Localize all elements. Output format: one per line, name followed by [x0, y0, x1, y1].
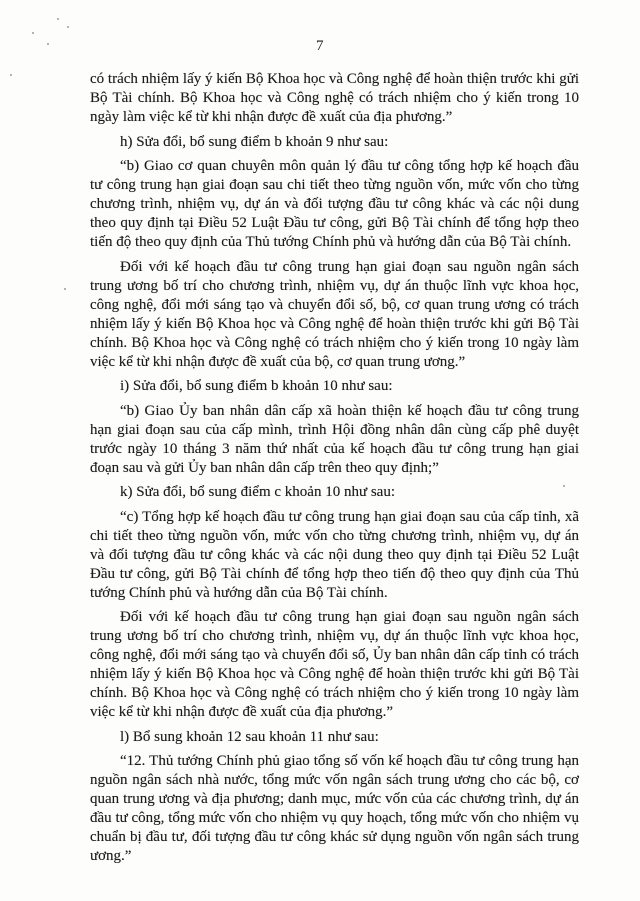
document-body	[90, 70, 579, 872]
paragraph: “b) Giao cơ quan chuyên môn quản lý đầu tư công tổng hợp kế hoạch đầu tư công trung hạn giai đoạn sau chi tiết theo từng nguồn vốn, mức vốn cho từng chương trình, nhiệm vụ, dự án và đối tượng đầu tư công khác và các nội dung theo quy định tại Điều 52 Luật Đầu tư công, gửi Bộ Tài chính để tổng hợp theo tiến độ theo quy định của Thủ tướng Chính phủ và hướng dẫn của Bộ Tài chính.	[90, 158, 579, 250]
paragraph: h) Sửa đổi, bổ sung điểm b khoản 9 như sau:	[120, 133, 389, 150]
scan-speck	[57, 18, 59, 20]
paragraph: Đối với kế hoạch đầu tư công trung hạn giai đoạn sau nguồn ngân sách trung ương bố trí cho chương trình, nhiệm vụ, dự án thuộc lĩnh vực khoa học, công nghệ, đổi mới sáng tạo và chuyển đổi số, bộ, cơ quan trung ương có trách nhiệm lấy ý kiến Bộ Khoa học và Công nghệ để hoàn thiện trước khi gửi Bộ Tài chính. Bộ Khoa học và Công nghệ có trách nhiệm cho ý kiến trong 10 ngày làm việc kể từ khi nhận được đề xuất của bộ, cơ quan trung ương.”	[90, 258, 579, 370]
scan-speck	[47, 43, 49, 45]
paragraph: “12. Thủ tướng Chính phủ giao tổng số vốn kế hoạch đầu tư công trung hạn nguồn ngân sách nhà nước, tổng mức vốn ngân sách trung ương cho các bộ, cơ quan trung ương và địa phương; danh mục, mức vốn của các chương trình, dự án đầu tư công, tổng mức vốn cho nhiệm vụ quy hoạch, tổng mức vốn cho nhiệm vụ chuẩn bị đầu tư, đối tượng đầu tư công khác sử dụng nguồn vốn ngân sách trung ương.”	[90, 753, 579, 864]
paragraph: l) Bổ sung khoản 12 sau khoản 11 như sau:	[120, 728, 379, 745]
scan-speck	[10, 74, 12, 76]
scan-speck	[64, 288, 66, 290]
paragraph: có trách nhiệm lấy ý kiến Bộ Khoa học và Công nghệ để hoàn thiện trước khi gửi Bộ Tài chính. Bộ Khoa học và Công nghệ có trách nhiệm cho ý kiến trong 10 ngày làm việc kể từ khi nhận được đề xuất của địa phương.”	[90, 71, 579, 125]
page-number: 7	[316, 38, 324, 54]
paragraph: “b) Giao Ủy ban nhân dân cấp xã hoàn thiện kế hoạch đầu tư công trung hạn giai đoạn sau của cấp mình, trình Hội đồng nhân dân cùng cấp phê duyệt trước ngày 10 tháng 3 năm thứ nhất của kế hoạch đầu tư công trung hạn giai đoạn sau và gửi Ủy ban nhân dân cấp trên theo quy định;”	[90, 402, 579, 476]
scan-speck	[563, 485, 565, 487]
paragraph: k) Sửa đổi, bổ sung điểm c khoản 10 như sau:	[120, 484, 395, 500]
paragraph: Đối với kế hoạch đầu tư công trung hạn giai đoạn sau nguồn ngân sách trung ương bố trí cho chương trình, nhiệm vụ, dự án thuộc lĩnh vực khoa học, công nghệ, đổi mới sáng tạo và chuyển đổi số, Ủy ban nhân dân cấp tỉnh có trách nhiệm lấy ý kiến Bộ Khoa học và Công nghệ để hoàn thiện trước khi gửi Bộ Tài chính. Bộ Khoa học và Công nghệ có trách nhiệm cho ý kiến trong 10 ngày làm việc kể từ khi nhận được đề xuất của địa phương.”	[90, 609, 579, 720]
scan-speck	[32, 32, 34, 34]
paragraph: “c) Tổng hợp kế hoạch đầu tư công trung hạn giai đoạn sau của cấp tỉnh, xã chi tiết theo từng nguồn vốn, mức vốn cho từng chương trình, nhiệm vụ, dự án và đối tượng đầu tư công khác và các nội dung theo quy định tại Điều 52 Luật Đầu tư công, gửi Bộ Tài chính để tổng hợp theo tiến độ theo quy định của Thủ tướng Chính phủ và hướng dẫn của Bộ Tài chính.	[90, 508, 579, 601]
scan-speck	[67, 26, 69, 28]
paragraph: i) Sửa đổi, bổ sung điểm b khoản 10 như sau:	[120, 378, 393, 394]
